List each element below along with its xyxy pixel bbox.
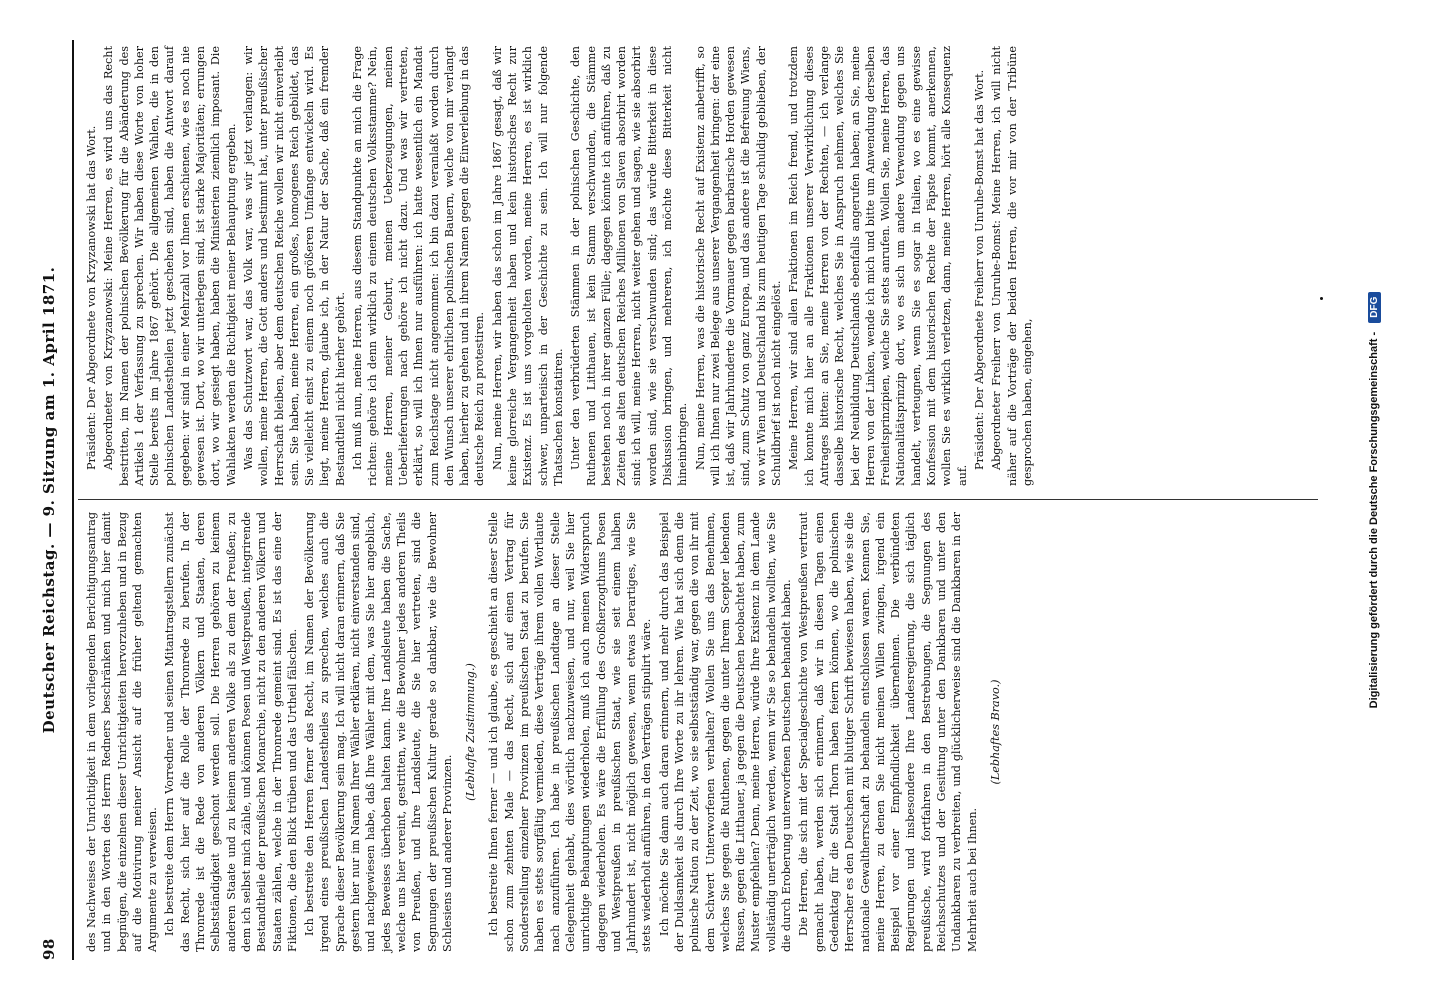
- left-column: [84, 512, 1011, 952]
- paragraph: Ich bestreite den Herren ferner das Recht, im Namen der Bevölkerung irgend eines preußischen Landestheiles zu sprechen, welches auch die Sprache dieser Bevölkerung sein mag. Ich will nicht daran erinnern, daß Sie gestern hier nur im Namen Ihrer Wähler erklären, nicht einverstanden sind, und nachgewiesen habe, daß Ihre Wähler mit dem, was Sie hier angeblich, jedes Beweises überhoben halten kann. Ihre Landsleute haben die Sache, welche uns hier vereint, gestritten, wie die Bewohner jedes anderen Theils von Preußen, und Ihre Landsleute, die Sie hier vertreten, sind die Segnungen der preußischen Kultur gerade so dankbar, wie die Bewohner Schlesiens und anderer Provinzen.: [303, 512, 454, 952]
- paragraph: Ich möchte Sie dann auch daran erinnern, und mehr durch das Beispiel der Duldsamkeit als durch Ihre Worte zu ihr lehren. Wie hat sich denn die polnische Nation zu der Zeit, wo sie selbstständig war, gegen die von ihr mit dem Schwert Unterworfenen verhalten? Wollen Sie uns das Benehmen, welches Sie gegen die Ruthenen, gegen die unter Ihrem Scepter lebenden Russen, gegen die Litthauer, ja gegen die Deutschen beobachtet haben, zum Muster empfehlen? Denn, meine Herren, würde Ihre Existenz in dem Lande vollständig unerträglich werden, wenn wir Sie so behandeln wollten, wie Sie die durch Eroberung unterworfenen Deutschen behandelt haben.: [657, 512, 794, 952]
- header-rule: [72, 40, 74, 960]
- paragraph: Meine Herren, wir sind allen Fraktionen im Reich fremd, und trotzdem ich konnte mich hier an alle Fraktionen unserer Verwirklichung dieses Antrages bitten: an Sie, meine Herren von der Rechten, — ich verlange dasselbe historische Recht, welches Sie in Anspruch nehmen, welches Sie bei der Neubildung Deutschlands ebenfalls angerufen haben; an Sie, meine Herren von der Linken, wende ich mich und bitte um Anwendung derselben Freiheitsprinzipien, welche Sie stets anrufen. Wollen Sie, meine Herren, das Nationalitätsprinzip dort, wo es sich um andere Verwendung gegen uns handelt, verteugnen, wenn Sie es sogar in Italien, wo es eine gewisse Konfession mit dem historischen Rechte der Päpste kommt, anerkennen, wollen Sie es wirklich verletzen, dann, meine Herren, hört alle Konsequenz auf.: [787, 46, 969, 486]
- page-header: [40, 40, 66, 960]
- column-divider: [78, 499, 1318, 500]
- paragraph: Nun, meine Herren, was die historische Recht auf Existenz anbetrifft, so will ich Ihnen nur zwei Belege aus unserer Vergangenheit bringen: der eine ist, daß wir Jahrhunderte die Vormauer gegen barbarische Horden gewesen sind, zum Schutz von ganz Europa, und das andere ist die Befreiung Wiens, wo wir Wien und Deutschland bis zum heutigen Tage schuldig geblieben, der Schuldbrief ist noch nicht eingelöst.: [693, 46, 784, 486]
- paragraph: Ich muß nun, meine Herren, aus diesem Standpunkte an mich die Frage richten: gehöre ich denn wirklich zu einem deutschen Volksstamme? Nein, meine Herren, meiner Geburt, meinen Ueberzeugungen, meinen Ueberlieferungen nach gehöre ich nicht dazu. Und was wir vertreten, erklärt, so will ich Ihnen nur ausführen: ich hatte wesentlich ein Mandat zum Reichstage nicht angenommen: ich bin dazu veranlaßt worden durch den Wunsch unserer ehrlichen polnischen Bauern, welche von mir verlangt haben, hierher zu gehen und in ihrem Namen gegen die Einverleibung in das deutsche Reich zu protestiren.: [351, 46, 487, 486]
- paragraph: Unter den verbrüderten Stämmen in der polnischen Geschichte, den Ruthenen und Litthauen, ist kein Stamm verschwunden, die Stämme bestehen noch in ihrer ganzen Fülle; dagegen könnte ich anführen, daß zu Zeiten des alten deutschen Reiches Millionen von Slaven absorbirt worden sind: ich will, meine Herren, nicht weiter gehen und sagen, wie sie absorbirt worden sind, wie sie verschwunden sind; das würde Bitterkeit in diese Diskussion bringen, und mehreren, ich möchte diese Bitterkeit nicht hineinbringen.: [569, 46, 690, 486]
- paragraph: Die Herren, die sich mit der Specialgeschichte von Westpreußen vertraut gemacht haben, werden sich erinnern, daß wir in diesen Tagen einen Gedenktag für die Stadt Thorn haben feiern können, wo die polnischen Herrscher es den Deutschen mit blutiger Schrift bewiesen haben, wie sie die nationale Gewaltherrschaft zu behandeln entschlossen waren. Kennen Sie, meine Herren, zu denen Sie nicht meinen Willen zwingen, irgend ein Beispiel vor einer Empfindlichkeit übernehmen. Die verbündeten Regierungen und insbesondere Ihre Landesregierung, die sich täglich preußische, wird fortfahren in den Bestrebungen, die Segnungen des Reichsschutzes und der Gesittung unter den Dankbaren und unter den Undankbaren zu verbreiten, und glücklicherweise sind die Dankbaren in der Mehrheit auch bei Ihnen.: [797, 512, 979, 952]
- paragraph: Ich bestreite dem Herrn Vorredner und seinen Mitantragstellern zunächst das Recht, sich hier auf die Rolle der Thronrede zu berufen. In der Thronrede ist die Rede von anderen Völkern und Staaten, deren Selbstständigkeit geschont werden soll. Die Herren gehören zu keinem anderen Staate und zu keinem anderen Volke als zu dem der Preußen; zu dem ich selbst mich zähle, und können Posen und Westpreußen, integrirende Bestandtheile der preußischen Monarchie, nicht zu den anderen Völkern und Staaten zählen, welche in der Thronrede gemeint sind. Es ist das eine der Fiktionen, die den Blick trüben und das Urtheil fälschen.: [163, 512, 299, 952]
- dfg-logo: DFG: [1368, 292, 1381, 323]
- paragraph: Präsident: Der Abgeordnete von Krzyzanowski hat das Wort.: [85, 125, 98, 470]
- right-column: [84, 46, 1037, 486]
- digitization-text: Digitalisierung gefördert durch die Deutsche Forschungsgemeinschaft -: [1368, 331, 1380, 709]
- paragraph: des Nachweises der Unrichtigkeit in dem vorliegenden Berichtigungsantrag und in den Worten des Herrn Redners beschränken und mich hier damit begnügen, die einzelnen dieser Unrichtigkeiten hervorzuheben und in Bezug auf die Motivirung meiner Ansicht auf die früher geltend gemachten Argumente zu verweisen.: [85, 512, 160, 952]
- digitization-footer: [1368, 0, 1390, 1000]
- applause-note: (Lebhafte Zustimmung.): [464, 663, 478, 801]
- applause-note: (Lebhaftes Bravo.): [988, 679, 1002, 785]
- paragraph: Abgeordneter Freiherr von Unruhe-Bomst: Meine Herren, ich will nicht näher auf die Vorträge der beiden Herren, die vor mir von der Tribüne gesprochen haben, eingehen,: [990, 46, 1034, 486]
- speck: [1320, 297, 1323, 300]
- paragraph: Nun, meine Herren, wir haben das schon im Jahre 1867 gesagt, daß wir keine glorreiche Vergangenheit haben und kein historisches Recht zur Existenz. Es ist uns vorgeholten worden, meine Herren, es ist wirklich schwer, unparteiisch in der Geschichte zu sein. Ich will nur folgende Thatsachen konstatiren.: [490, 46, 565, 486]
- page-number: 98: [40, 938, 58, 960]
- page-title: Deutscher Reichstag. — 9. Sitzung am 1. April 1871.: [40, 266, 58, 734]
- paragraph: Was das Schutzwort war, das Volk war, was wir jetzt verlangen: wir wollen, meine Herren, die Gott anders und bestimmt hat, unter preußischer Herrschaft bleiben, aber dem deutschen Reiche wollen wir nicht einverleibt sein. Sie haben, meine Herren, ein großes, homogenes Reich gebildet, das Sie vielleicht einst zu einem noch größeren Umfange entwickeln wird. Es liegt, meine Herren, glaube ich, in der Natur der Sache, daß ein fremder Bestandtheil nicht hierher gehört.: [241, 46, 347, 486]
- paragraph: Präsident: Der Abgeordnete Freiherr von Unruhe-Bomst hat das Wort.: [972, 69, 986, 470]
- paragraph: Abgeordneter von Krzyzanowski: Meine Herren, es wird uns das Recht bestritten, im Namen der polnischen Bevölkerung für die Abänderung des Artikels 1 der Verfassung zu sprechen. Wir haben diese Worte von hoher Stelle bereits im Jahre 1867 gehört. Die allgemeinen Wahlen, die in den polnischen Landestheilen jetzt geschehen sind, haben die Antwort darauf gegeben: wir sind in einer Mehrzahl vor Ihnen erschienen, wie es noch nie gewesen ist. Dort, wo wir unterlegen sind, ist starke Majoritäten; errungen dort, wo wir gesiegt haben, haben die Ministerien ziemlich imposant. Die Wahlakten werden die Richtigkeit meiner Behauptung ergeben.: [102, 46, 238, 486]
- paragraph: Ich bestreite Ihnen ferner — und ich glaube, es geschieht an dieser Stelle schon zum zehnten Male — das Recht, sich auf einen Vertrag für Sonderstellung einzelner Provinzen im preußischen Staat zu berufen. Sie haben es stets sorgfältig vermieden, diese Verträge ihrem vollen Wortlaute nach anzuführen. Ich habe in preußischen Landtage an dieser Stelle Gelegenheit gehabt, dies wörtlich nachzuweisen, und nur, weil Sie hier unrichtige Behauptungen wiederholen, muß ich auch meinen Widerspruch dagegen wiederholen. Es wäre die Erfüllung des Großherzogthums Posen und Westpreußen in preußischen Staat, wie sie seit einem halben Jahrhundert ist, nicht möglich gewesen, wenn etwas Derartiges, wie Sie stets wiederholt anführen, in den Verträgen stipulirt wäre.: [487, 512, 654, 952]
